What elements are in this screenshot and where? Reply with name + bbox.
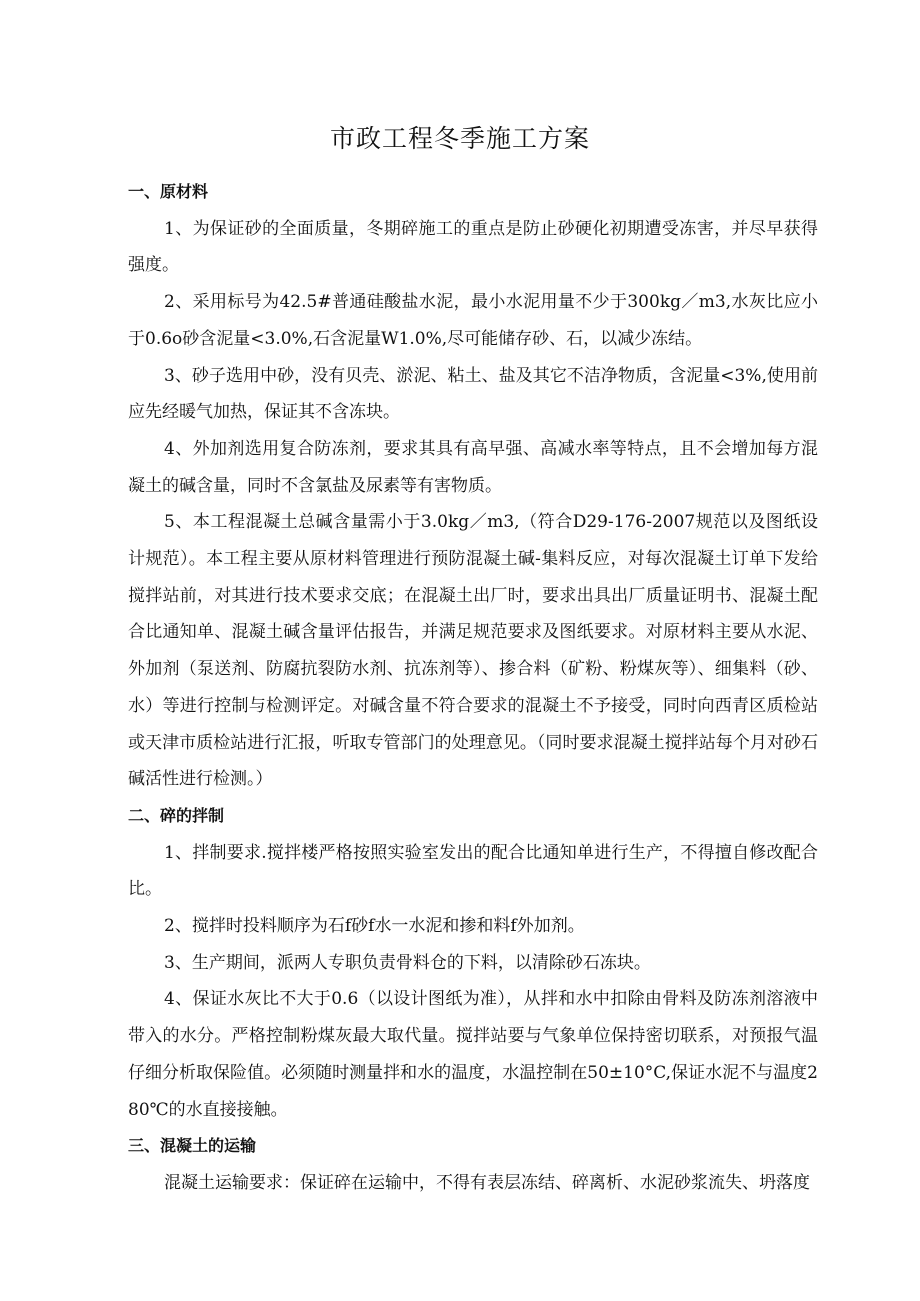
paragraph: 4、保证水灰比不大于0.6（以设计图纸为准），从拌和水中扣除由骨料及防冻剂溶液中带入的水分。严格控制粉煤灰最大取代量。搅拌站要与气象单位保持密切联系，对预报气温仔细分析取保险值。必须随时测量拌和水的温度，水温控制在50±10°C,保证水泥不与温度280℃的水直接接触。 xyxy=(128,989,818,1120)
paragraph: 4、外加剂选用复合防冻剂，要求其具有高早强、高减水率等特点，且不会增加每方混凝土的碱含量，同时不含氯盐及尿素等有害物质。 xyxy=(128,438,818,496)
page-title: 市政工程冬季施工方案 xyxy=(329,124,590,153)
paragraph: 2、采用标号为42.5#普通硅酸盐水泥，最小水泥用量不少于300kg／m3,水灰比应小于0.6o砂含泥量<3.0%,石含泥量W1.0%,尽可能储存砂、石，以减少冻结。 xyxy=(128,292,818,349)
paragraph: 混凝土运输要求：保证碎在运输中，不得有表层冻结、碎离析、水泥砂浆流失、坍落度 xyxy=(164,1172,810,1193)
paragraph: 1、拌制要求.搅拌楼严格按照实验室发出的配合比通知单进行生产，不得擅自修改配合比。 xyxy=(128,842,818,900)
paragraph: 3、生产期间，派两人专职负责骨料仓的下料，以清除砂石冻块。 xyxy=(164,952,651,973)
paragraph: 3、砂子选用中砂，没有贝壳、淤泥、粘土、盐及其它不洁净物质，含泥量<3%,使用前应先经暖气加热，保证其不含冻块。 xyxy=(128,365,818,423)
section-heading: 三、混凝土的运输 xyxy=(128,1136,257,1156)
section-heading: 一、原材料 xyxy=(128,182,209,201)
section-heading: 二、碎的拌制 xyxy=(128,805,225,825)
paragraph: 5、本工程混凝土总碱含量需小于3.0kg／m3,（符合D29-176-2007规范以及图纸设计规范）。本工程主要从原材料管理进行预防混凝土碱-集料反应，对每次混凝土订单下发给搅拌站前，对其进行技术要求交底；在混凝土出厂时，要求出具出厂质量证明书、混凝土配合比通知单、混凝土碱含量评估报告，并满足规范要求及图纸要求。对原材料主要从水泥、外加剂（泵送剂、防腐抗裂防水剂、抗冻剂等）、掺合料（矿粉、粉煤灰等）、细集料（砂、水）等进行控制与检测评定。对碱含量不符合要求的混凝土不予接受，同时向西青区质检站或天津市质检站进行汇报，听取专管部门的处理意见。（同时要求混凝土搅拌站每个月对砂石碱活性进行检测。） xyxy=(128,512,818,790)
paragraph: 2、搅拌时投料顺序为石f砂f水一水泥和掺和料f外加剂。 xyxy=(164,916,585,937)
paragraph: 1、为保证砂的全面质量，冬期碎施工的重点是防止砂硬化初期遭受冻害，并尽早获得强度。 xyxy=(128,218,818,276)
document-body xyxy=(128,174,818,1202)
